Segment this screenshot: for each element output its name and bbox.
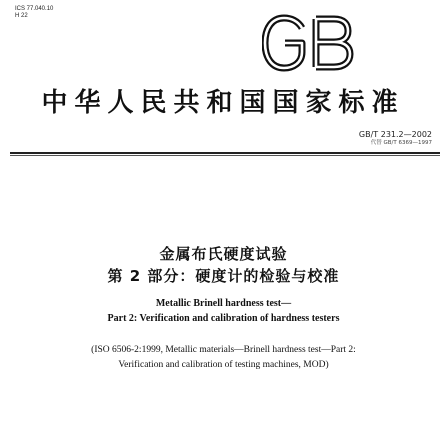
replaces-standard: 代替 GB/T 6369—1997 (370, 140, 432, 146)
standard-number-block (282, 130, 432, 148)
ccs-code: H 22 (15, 13, 28, 19)
iso-reference-line1: (ISO 6506-2:1999, Metallic materials—Brinell hardness test—Part 2: (91, 345, 356, 355)
header-rule (10, 152, 440, 154)
classification-codes (15, 6, 53, 20)
english-title-line1: Metallic Brinell hardness test— (155, 298, 292, 309)
ics-code: ICS 77.040.10 (15, 6, 54, 12)
iso-reference-line2: Verification and calibration of testing machines, MOD) (118, 360, 329, 370)
header-rule-thin (10, 155, 440, 156)
chinese-title-line2: 第 2 部分：硬度计的检验与校准 (107, 267, 340, 285)
country-standard-heading: 中华人民共和国国家标准 (41, 88, 405, 118)
standard-number: GB/T 231.2—2002 (358, 130, 432, 139)
english-title-line2: Part 2: Verification and calibration of hardness testers (107, 313, 340, 324)
chinese-title-line1: 金属布氏硬度试验 (159, 245, 288, 263)
gb-logo (262, 14, 354, 72)
